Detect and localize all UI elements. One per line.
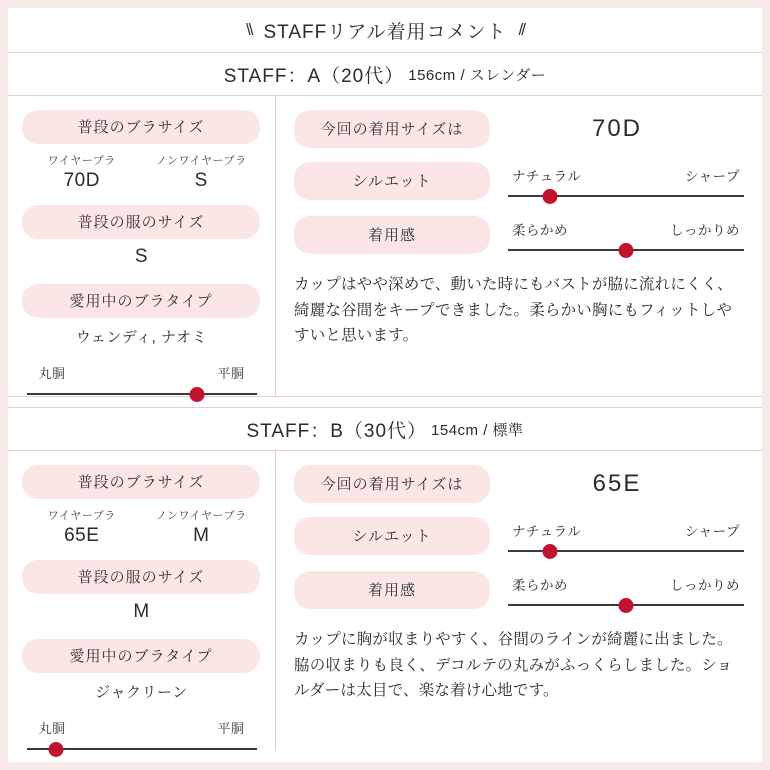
staff-section-b — [8, 407, 762, 751]
staff-a-usual-bra-size-label: 普段のブラサイズ — [22, 110, 260, 144]
staff-b-heading-sub: 154cm / 標準 — [431, 421, 524, 439]
staff-a-clothing-size-value: S — [134, 246, 149, 267]
staff-a-bra-size-values — [22, 152, 261, 192]
staff-b-silhouette-track — [508, 550, 744, 552]
staff-b-fit-slider — [508, 574, 744, 606]
section-gap — [8, 397, 762, 407]
staff-b-body-flat-label: 平胴 — [217, 721, 245, 736]
staff-a-nonwired-bra-label: ノンワイヤーブラ — [155, 155, 247, 167]
staff-a-profile-column — [8, 96, 276, 396]
content-sheet — [8, 8, 762, 762]
staff-b-silhouette-natural-label: ナチュラル — [512, 524, 582, 539]
staff-a-silhouette-natural-label: ナチュラル — [512, 169, 582, 184]
staff-a-bra-type-value: ウェンディ, ナオミ — [75, 329, 208, 346]
staff-b-wired-bra-label: ワイヤーブラ — [47, 510, 116, 522]
staff-a-body-shape-ends — [27, 363, 257, 382]
staff-b-worn-size-label: 今回の着用サイズは — [294, 465, 490, 503]
staff-a-heading-sub: 156cm / スレンダー — [408, 66, 547, 84]
staff-a-comment: カップはやや深めで、動いた時にもバストが脇に流れにくく、綺麗な谷間をキープできました。柔らかい胸にもフィットしやすいと思います。 — [294, 276, 733, 345]
staff-b-worn-size-value: 65E — [592, 470, 642, 497]
staff-a-silhouette-label: シルエット — [294, 162, 490, 200]
staff-b-heading — [8, 407, 762, 451]
staff-b-heading-main: STAFF：B（30代） — [246, 420, 428, 442]
staff-a-silhouette-slider — [508, 165, 744, 197]
staff-b-review-column — [276, 451, 762, 751]
staff-b-worn-size-row — [294, 465, 744, 503]
staff-a-wired-bra — [22, 152, 142, 192]
staff-a-fit-slider — [508, 219, 744, 251]
decorative-slash-left: \\ — [246, 20, 252, 39]
staff-b-silhouette-slider — [508, 520, 744, 552]
staff-b-fit-row — [294, 571, 744, 609]
staff-a-fit-label: 着用感 — [294, 216, 490, 254]
staff-a-fit-row — [294, 216, 744, 254]
staff-b-bra-type-label: 愛用中のブラタイプ — [22, 639, 260, 673]
staff-a-fit-track — [508, 249, 744, 251]
staff-a-nonwired-bra — [142, 152, 262, 192]
staff-a-worn-size-label: 今回の着用サイズは — [294, 110, 490, 148]
staff-a-body-shape-dot — [189, 387, 204, 402]
page-title — [8, 8, 762, 52]
page-title-text: STAFFリアル着用コメント — [263, 21, 507, 43]
staff-b-nonwired-bra — [142, 507, 262, 547]
staff-b-fit-dot — [619, 598, 634, 613]
staff-b-fit-soft-label: 柔らかめ — [512, 578, 568, 593]
staff-b-wired-bra — [22, 507, 142, 547]
staff-a-heading-main: STAFF：A（20代） — [223, 65, 405, 87]
staff-b-body-shape-dot — [49, 742, 64, 757]
staff-a-fit-dot — [619, 243, 634, 258]
staff-b-bra-size-values — [22, 507, 261, 547]
staff-b-fit-label: 着用感 — [294, 571, 490, 609]
staff-b-body-round-label: 丸胴 — [38, 721, 66, 736]
staff-b-body-shape-slider — [27, 718, 257, 750]
staff-a-body-shape-track — [27, 393, 257, 395]
staff-b-usual-bra-size-label: 普段のブラサイズ — [22, 465, 260, 499]
staff-b-fit-ends — [508, 574, 744, 594]
staff-a-bra-type-label: 愛用中のブラタイプ — [22, 284, 260, 318]
staff-a-silhouette-sharp-label: シャープ — [684, 169, 740, 184]
decorative-slash-right: // — [518, 20, 524, 39]
staff-b-clothing-size-label: 普段の服のサイズ — [22, 560, 260, 594]
staff-b-clothing-size-value: M — [133, 601, 150, 622]
staff-a-fit-soft-label: 柔らかめ — [512, 223, 568, 238]
staff-b-silhouette-dot — [543, 544, 558, 559]
staff-a-body — [8, 96, 762, 396]
staff-b-silhouette-label: シルエット — [294, 517, 490, 555]
staff-a-silhouette-row — [294, 162, 744, 200]
staff-b-profile-column — [8, 451, 276, 751]
staff-b-bra-type-value: ジャクリーン — [95, 684, 188, 701]
staff-a-silhouette-track — [508, 195, 744, 197]
staff-b-fit-firm-label: しっかりめ — [670, 578, 740, 593]
staff-b-comment: カップに胸が収まりやすく、谷間のラインが綺麗に出ました。脇の収まりも良く、デコルテの丸みがふっくらしました。ショルダーは太目で、楽な着け心地です。 — [294, 631, 733, 700]
staff-b-silhouette-sharp-label: シャープ — [684, 524, 740, 539]
staff-b-body-shape-track — [27, 748, 257, 750]
staff-a-nonwired-bra-value: S — [194, 170, 208, 191]
staff-a-clothing-size-label: 普段の服のサイズ — [22, 205, 260, 239]
staff-b-nonwired-bra-value: M — [193, 525, 210, 546]
staff-b-wired-bra-value: 65E — [64, 525, 100, 546]
staff-a-fit-firm-label: しっかりめ — [670, 223, 740, 238]
staff-a-wired-bra-value: 70D — [63, 170, 100, 191]
staff-a-fit-ends — [508, 219, 744, 239]
staff-a-wired-bra-label: ワイヤーブラ — [47, 155, 116, 167]
staff-b-fit-track — [508, 604, 744, 606]
staff-a-worn-size-value: 70D — [591, 115, 643, 142]
staff-a-body-round-label: 丸胴 — [38, 366, 66, 381]
staff-a-body-flat-label: 平胴 — [217, 366, 245, 381]
staff-a-silhouette-dot — [543, 189, 558, 204]
staff-a-review-column — [276, 96, 762, 396]
staff-b-body-shape-ends — [27, 718, 257, 737]
staff-a-heading — [8, 52, 762, 96]
staff-a-body-shape-slider — [27, 363, 257, 395]
staff-section-a — [8, 52, 762, 396]
staff-a-worn-size-row — [294, 110, 744, 148]
staff-a-silhouette-ends — [508, 165, 744, 185]
staff-b-silhouette-ends — [508, 520, 744, 540]
staff-b-body — [8, 451, 762, 751]
staff-b-nonwired-bra-label: ノンワイヤーブラ — [155, 510, 247, 522]
staff-b-silhouette-row — [294, 517, 744, 555]
